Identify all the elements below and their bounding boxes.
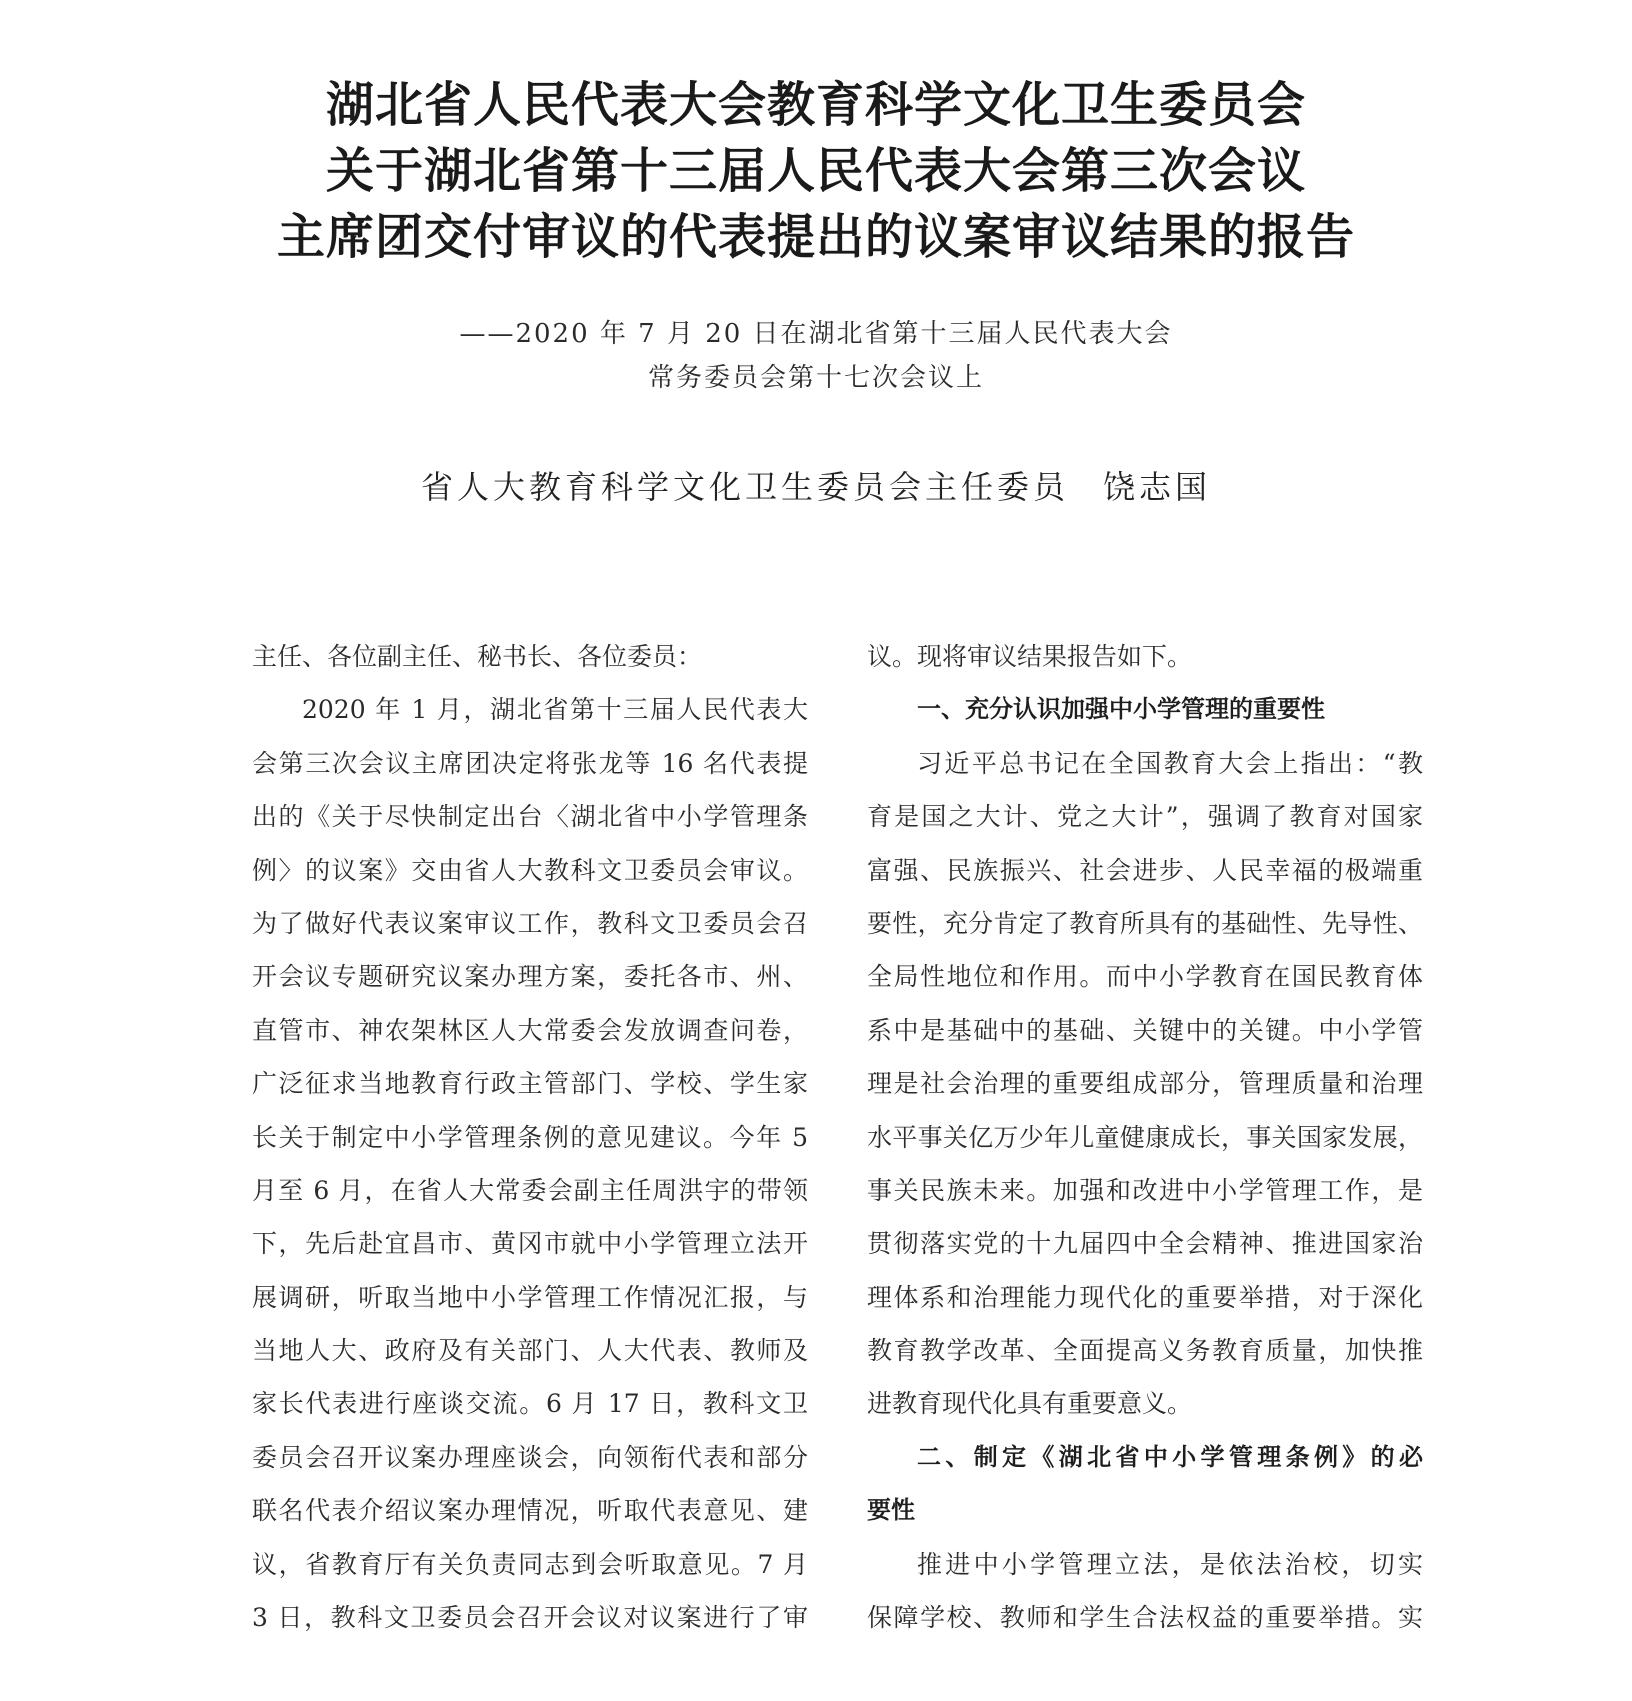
section-heading: 要性 (867, 1496, 915, 1525)
body-line: 下，先后赴宜昌市、黄冈市就中小学管理立法开 (252, 1229, 808, 1259)
body-line: 贯彻落实党的十九届四中全会精神、推进国家治 (867, 1229, 1423, 1259)
body-line: 保障学校、教师和学生合法权益的重要举措。实 (867, 1603, 1423, 1633)
report-title (0, 72, 1632, 270)
body-line: 委员会召开议案办理座谈会，向领衔代表和部分 (252, 1442, 808, 1472)
body-line: 富强、民族振兴、社会进步、人民幸福的极端重 (867, 855, 1423, 885)
subtitle-line: 常务委员会第十七次会议上 (647, 363, 984, 393)
body-line: 议。现将审议结果报告如下。 (867, 642, 1193, 671)
title-line: 湖北省人民代表大会教育科学文化卫生委员会 (325, 77, 1306, 133)
body-line: 月至 6 月，在省人大常委会副主任周洪宇的带领 (252, 1175, 808, 1205)
subtitle-line: ——2020 年 7 月 20 日在湖北省第十三届人民代表大会 (459, 319, 1173, 349)
body-line: 出的《关于尽快制定出台〈湖北省中小学管理条 (252, 802, 808, 832)
body-line: 进教育现代化具有重要意义。 (867, 1389, 1193, 1419)
body-line: 事关民族未来。加强和改进中小学管理工作，是 (867, 1175, 1423, 1205)
body-line: 议，省教育厅有关负责同志到会听取意见。7 月 (252, 1549, 808, 1579)
body-line: 例〉的议案》交由省人大教科文卫委员会审议。 (252, 855, 808, 885)
body-column-right (867, 630, 1423, 1644)
body-line: 育是国之大计、党之大计”，强调了教育对国家 (867, 802, 1423, 832)
author-name: 饶志国 (1103, 468, 1212, 506)
body-line: 广泛征求当地教育行政主管部门、学校、学生家 (252, 1069, 808, 1099)
body-line: 直管市、神农架林区人大常委会发放调查问卷， (252, 1015, 808, 1045)
body-line: 家长代表进行座谈交流。6 月 17 日，教科文卫 (252, 1389, 808, 1419)
body-column-left (252, 630, 808, 1644)
body-line: 全局性地位和作用。而中小学教育在国民教育体 (867, 962, 1423, 992)
section-heading: 一、充分认识加强中小学管理的重要性 (917, 695, 1325, 724)
body-line: 理体系和治理能力现代化的重要举措，对于深化 (867, 1282, 1423, 1312)
section-heading: 二、制定《湖北省中小学管理条例》的必 (917, 1442, 1423, 1471)
body-line: 联名代表介绍议案办理情况，听取代表意见、建 (252, 1496, 808, 1526)
title-line: 关于湖北省第十三届人民代表大会第三次会议 (325, 143, 1306, 199)
salutation: 主任、各位副主任、秘书长、各位委员： (252, 642, 703, 671)
body-line: 3 日，教科文卫委员会召开会议对议案进行了审 (252, 1603, 808, 1633)
body-line: 习近平总书记在全国教育大会上指出：“教 (917, 748, 1423, 778)
author-line (0, 462, 1632, 508)
body-line: 开会议专题研究议案办理方案，委托各市、州、 (252, 962, 808, 992)
body-line: 要性，充分肯定了教育所具有的基础性、先导性、 (867, 908, 1423, 938)
title-line: 主席团交付审议的代表提出的议案审议结果的报告 (276, 209, 1355, 265)
body-line: 系中是基础中的基础、关键中的关键。中小学管 (867, 1015, 1423, 1045)
body-line: 当地人大、政府及有关部门、人大代表、教师及 (252, 1336, 808, 1366)
body-line: 展调研，听取当地中小学管理工作情况汇报，与 (252, 1282, 808, 1312)
body-line: 为了做好代表议案审议工作，教科文卫委员会召 (252, 908, 808, 938)
body-line: 水平事关亿万少年儿童健康成长，事关国家发展， (867, 1122, 1423, 1152)
body-line: 长关于制定中小学管理条例的意见建议。今年 5 (252, 1122, 808, 1152)
report-subtitle (0, 312, 1632, 400)
body-line: 2020 年 1 月，湖北省第十三届人民代表大 (302, 695, 808, 725)
body-line: 教育教学改革、全面提高义务教育质量，加快推 (867, 1336, 1423, 1366)
body-line: 会第三次会议主席团决定将张龙等 16 名代表提 (252, 748, 808, 778)
body-line: 理是社会治理的重要组成部分，管理质量和治理 (867, 1069, 1423, 1099)
author-position: 省人大教育科学文化卫生委员会主任委员 (420, 468, 1069, 506)
body-line: 推进中小学管理立法，是依法治校，切实 (917, 1549, 1423, 1579)
